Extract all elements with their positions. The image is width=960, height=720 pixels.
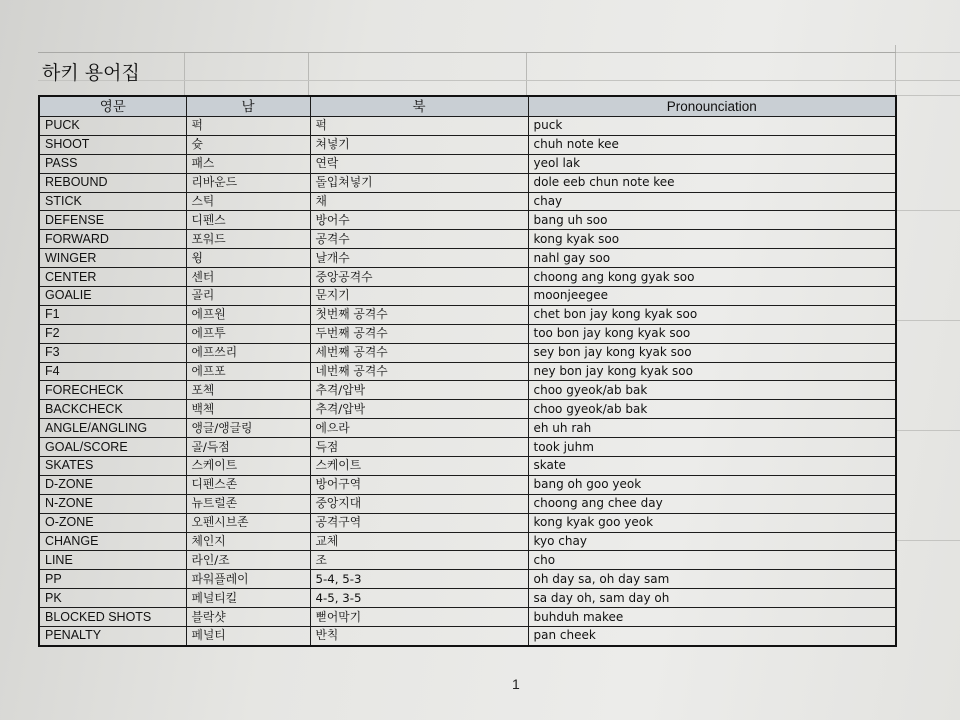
cell-south: 골리: [186, 287, 310, 306]
cell-south: 포첵: [186, 381, 310, 400]
cell-pronunciation: dole eeb chun note kee: [528, 173, 896, 192]
grid-line: [895, 95, 960, 96]
cell-english: DEFENSE: [39, 211, 186, 230]
cell-pronunciation: too bon jay kong kyak soo: [528, 324, 896, 343]
cell-north: 공격수: [310, 230, 528, 249]
table-row: [39, 268, 896, 287]
cell-pronunciation: choo gyeok/ab bak: [528, 400, 896, 419]
cell-north: 교체: [310, 532, 528, 551]
cell-north: 중앙지대: [310, 494, 528, 513]
table-header-row: [39, 96, 896, 117]
cell-south: 골/득점: [186, 438, 310, 457]
cell-north: 세번째 공격수: [310, 343, 528, 362]
grid-line: [895, 430, 960, 431]
table-row: [39, 154, 896, 173]
table-row: [39, 135, 896, 154]
cell-pronunciation: buhduh makee: [528, 608, 896, 627]
table-row: [39, 287, 896, 306]
cell-south: 디펜스: [186, 211, 310, 230]
cell-north: 5-4, 5-3: [310, 570, 528, 589]
table-row: [39, 173, 896, 192]
cell-english: CENTER: [39, 268, 186, 287]
cell-south: 센터: [186, 268, 310, 287]
cell-english: WINGER: [39, 249, 186, 268]
cell-south: 포워드: [186, 230, 310, 249]
table-row: [39, 513, 896, 532]
cell-north: 방어구역: [310, 475, 528, 494]
table-row: [39, 457, 896, 476]
cell-north: 연락: [310, 154, 528, 173]
cell-english: F3: [39, 343, 186, 362]
cell-north: 날개수: [310, 249, 528, 268]
cell-pronunciation: eh uh rah: [528, 419, 896, 438]
cell-north: 채: [310, 192, 528, 211]
cell-english: F4: [39, 362, 186, 381]
cell-pronunciation: pan cheek: [528, 627, 896, 646]
cell-south: 퍽: [186, 117, 310, 136]
cell-english: O-ZONE: [39, 513, 186, 532]
cell-north: 공격구역: [310, 513, 528, 532]
table-row: [39, 532, 896, 551]
cell-south: 오펜시브존: [186, 513, 310, 532]
cell-pronunciation: choong ang kong gyak soo: [528, 268, 896, 287]
table-row: [39, 117, 896, 136]
table-row: [39, 551, 896, 570]
table-row: [39, 343, 896, 362]
cell-pronunciation: sa day oh, sam day oh: [528, 589, 896, 608]
table-row: [39, 192, 896, 211]
cell-english: N-ZONE: [39, 494, 186, 513]
cell-south: 에프투: [186, 324, 310, 343]
header-english: 영문: [39, 96, 186, 117]
cell-north: 두번째 공격수: [310, 324, 528, 343]
cell-pronunciation: bang uh soo: [528, 211, 896, 230]
cell-english: PK: [39, 589, 186, 608]
cell-north: 조: [310, 551, 528, 570]
grid-line: [895, 52, 960, 53]
grid-line: [895, 540, 960, 541]
cell-south: 슛: [186, 135, 310, 154]
cell-south: 리바운드: [186, 173, 310, 192]
cell-south: 페널티: [186, 627, 310, 646]
cell-south: 라인/조: [186, 551, 310, 570]
grid-line: [895, 320, 960, 321]
cell-pronunciation: nahl gay soo: [528, 249, 896, 268]
cell-north: 에으라: [310, 419, 528, 438]
header-south: 남: [186, 96, 310, 117]
cell-south: 앵글/앵글링: [186, 419, 310, 438]
cell-pronunciation: cho: [528, 551, 896, 570]
cell-english: CHANGE: [39, 532, 186, 551]
table-row: [39, 589, 896, 608]
cell-english: GOAL/SCORE: [39, 438, 186, 457]
cell-south: 윙: [186, 249, 310, 268]
table-row: [39, 324, 896, 343]
cell-pronunciation: sey bon jay kong kyak soo: [528, 343, 896, 362]
cell-pronunciation: ney bon jay kong kyak soo: [528, 362, 896, 381]
cell-english: BACKCHECK: [39, 400, 186, 419]
cell-english: FORECHECK: [39, 381, 186, 400]
cell-pronunciation: kong kyak goo yeok: [528, 513, 896, 532]
cell-pronunciation: yeol lak: [528, 154, 896, 173]
cell-north: 네번째 공격수: [310, 362, 528, 381]
glossary-table: [38, 95, 897, 647]
cell-south: 스틱: [186, 192, 310, 211]
cell-english: FORWARD: [39, 230, 186, 249]
cell-pronunciation: took juhm: [528, 438, 896, 457]
grid-line: [895, 210, 960, 211]
cell-north: 추격/압박: [310, 400, 528, 419]
table-row: [39, 230, 896, 249]
cell-english: BLOCKED SHOTS: [39, 608, 186, 627]
cell-north: 뻗어막기: [310, 608, 528, 627]
table-row: [39, 438, 896, 457]
cell-english: PUCK: [39, 117, 186, 136]
table-row: [39, 362, 896, 381]
cell-south: 에프쓰리: [186, 343, 310, 362]
cell-pronunciation: puck: [528, 117, 896, 136]
cell-english: PENALTY: [39, 627, 186, 646]
table-row: [39, 419, 896, 438]
cell-north: 돌입쳐넣기: [310, 173, 528, 192]
cell-pronunciation: chet bon jay kong kyak soo: [528, 305, 896, 324]
cell-english: STICK: [39, 192, 186, 211]
table-row: [39, 627, 896, 646]
cell-north: 방어수: [310, 211, 528, 230]
cell-south: 백첵: [186, 400, 310, 419]
cell-north: 퍽: [310, 117, 528, 136]
cell-pronunciation: skate: [528, 457, 896, 476]
page-title: 하키 용어집: [42, 62, 140, 84]
cell-north: 추격/압박: [310, 381, 528, 400]
cell-english: D-ZONE: [39, 475, 186, 494]
cell-south: 뉴트럴존: [186, 494, 310, 513]
cell-pronunciation: choong ang chee day: [528, 494, 896, 513]
cell-english: REBOUND: [39, 173, 186, 192]
cell-north: 4-5, 3-5: [310, 589, 528, 608]
cell-south: 에프원: [186, 305, 310, 324]
cell-north: 스케이트: [310, 457, 528, 476]
table-row: [39, 211, 896, 230]
cell-english: F2: [39, 324, 186, 343]
cell-pronunciation: oh day sa, oh day sam: [528, 570, 896, 589]
cell-north: 첫번째 공격수: [310, 305, 528, 324]
cell-south: 패스: [186, 154, 310, 173]
cell-south: 디펜스존: [186, 475, 310, 494]
table-row: [39, 249, 896, 268]
cell-english: PASS: [39, 154, 186, 173]
cell-pronunciation: choo gyeok/ab bak: [528, 381, 896, 400]
table-row: [39, 475, 896, 494]
cell-english: SKATES: [39, 457, 186, 476]
cell-english: GOALIE: [39, 287, 186, 306]
cell-north: 중앙공격수: [310, 268, 528, 287]
cell-north: 득점: [310, 438, 528, 457]
header-north: 북: [310, 96, 528, 117]
cell-south: 체인지: [186, 532, 310, 551]
cell-north: 반칙: [310, 627, 528, 646]
cell-english: SHOOT: [39, 135, 186, 154]
table-row: [39, 570, 896, 589]
header-pronunciation: Pronounciation: [528, 96, 896, 117]
table-row: [39, 381, 896, 400]
cell-pronunciation: chay: [528, 192, 896, 211]
table-body: [39, 117, 896, 646]
cell-english: F1: [39, 305, 186, 324]
table-row: [39, 400, 896, 419]
cell-south: 파워플레이: [186, 570, 310, 589]
table-row: [39, 608, 896, 627]
cell-pronunciation: kong kyak soo: [528, 230, 896, 249]
cell-english: PP: [39, 570, 186, 589]
title-row: [38, 52, 896, 89]
page-number: 1: [512, 676, 520, 692]
table-row: [39, 305, 896, 324]
cell-north: 쳐넣기: [310, 135, 528, 154]
cell-south: 블락샷: [186, 608, 310, 627]
cell-south: 에프포: [186, 362, 310, 381]
cell-english: LINE: [39, 551, 186, 570]
cell-pronunciation: moonjeegee: [528, 287, 896, 306]
cell-pronunciation: chuh note kee: [528, 135, 896, 154]
cell-south: 스케이트: [186, 457, 310, 476]
cell-north: 문지기: [310, 287, 528, 306]
cell-pronunciation: kyo chay: [528, 532, 896, 551]
cell-pronunciation: bang oh goo yeok: [528, 475, 896, 494]
cell-english: ANGLE/ANGLING: [39, 419, 186, 438]
table-row: [39, 494, 896, 513]
cell-south: 페널티킬: [186, 589, 310, 608]
